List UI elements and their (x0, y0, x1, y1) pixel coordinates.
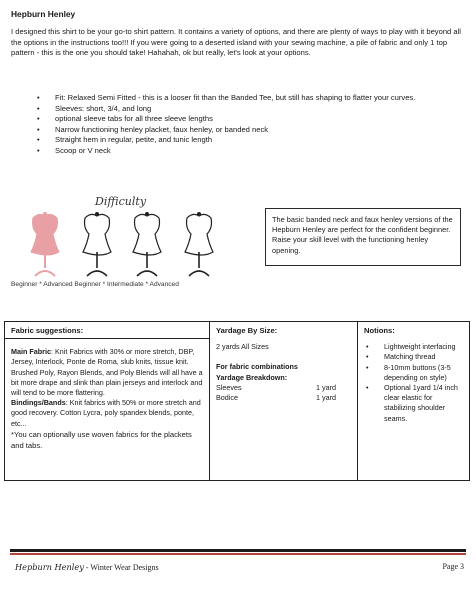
bullet-icon: • (366, 383, 369, 393)
bullet-icon: • (366, 352, 369, 362)
footer-accent-divider (10, 553, 466, 555)
list-item: • optional sleeve tabs for all three sleeve lengths (37, 114, 213, 124)
bullet-icon: • (37, 114, 40, 124)
dress-form-icon (83, 212, 111, 276)
combo-heading: For fabric combinations (216, 362, 298, 372)
skill-callout-box: The basic banded neck and faux henley versions of the Hepburn Henley are perfect for the confident beginner. Raise your skill level with the functioning henley opening. (265, 208, 461, 266)
yardage-row: Sleeves 1 yard (216, 382, 336, 392)
list-item: • Straight hem in regular, petite, and tunic length (37, 135, 213, 145)
main-fabric-text: Main Fabric: Knit Fabrics with 30% or more stretch, DBP, Jersey, Interlock, Ponte de Roma, slub knits, tissue knit. Brushed Poly, Rayon Blends, and Poly Blends will all have a bit more drape and slink than plain jerseys and interlock and will tend to be more flattering. (11, 347, 203, 398)
notions-list (364, 342, 463, 424)
bullet-icon: • (37, 103, 40, 113)
list-item: • Matching thread (366, 352, 436, 362)
fabric-column (5, 322, 210, 480)
bindings-text: Bindings/Bands: Knit fabrics with 50% or more stretch and good recovery. Cotton Lycra, poly spandex blends, ponte, etc... (11, 398, 201, 428)
fabric-heading: Fabric suggestions: (11, 326, 84, 335)
difficulty-title: Difficulty (95, 195, 147, 208)
list-item: • Fit: Relaxed Semi Fitted - this is a looser fit than the Banded Tee, but still has shaping to flatter your curves. (37, 93, 416, 102)
list-item: • 8-10mm buttons (3-5 depending on style) (366, 362, 451, 382)
list-item: • Optional 1yard 1/4 inch clear elastic for stabilizing shoulder seams. (366, 383, 458, 423)
woven-note: *You can optionally use woven fabrics for the plackets and tabs. (11, 429, 192, 450)
footer-title: Hepburn Henley - Winter Wear Designs (15, 562, 159, 572)
difficulty-graphic (11, 192, 239, 288)
yardage-column (210, 322, 358, 480)
page-number: Page 3 (442, 562, 464, 571)
yardage-row: Bodice 1 yard (216, 393, 336, 403)
breakdown-heading: Yardage Breakdown: (216, 372, 288, 382)
list-item: • Sleeves: short, 3/4, and long (37, 103, 152, 113)
dress-form-icon (185, 212, 213, 276)
list-item: • Scoop or V neck (37, 145, 111, 155)
intro-paragraph: I designed this shirt to be your go-to shirt pattern. It contains a variety of options, and there are plenty of ways to play with it beyond all the options in the instructions too!!! If you were going to a deserted island with your sewing machine, a pile of fabric and only 1 top pattern - this is the one you should take! Hahahah, ok but really, let's look at your options. (11, 27, 461, 58)
dress-form-icon (133, 212, 161, 276)
list-item: • Narrow functioning henley placket, faux henley, or banded neck (37, 124, 269, 134)
divider (5, 338, 209, 339)
options-list (37, 93, 457, 157)
bullet-icon: • (37, 93, 40, 102)
page-title: Hepburn Henley (11, 9, 76, 19)
footer-divider (10, 549, 466, 552)
notions-column (358, 322, 469, 480)
yardage-heading: Yardage By Size: (216, 326, 278, 335)
notions-heading: Notions: (364, 326, 395, 335)
bullet-icon: • (366, 362, 369, 372)
bullet-icon: • (37, 124, 40, 134)
materials-table (4, 321, 470, 481)
list-item: • Lightweight interfacing (366, 342, 456, 352)
bullet-icon: • (37, 135, 40, 145)
bullet-icon: • (37, 145, 40, 155)
dress-form-icon (31, 212, 59, 276)
difficulty-levels: Beginner * Advanced Beginner * Intermediate * Advanced (11, 281, 179, 288)
bullet-icon: • (366, 342, 369, 352)
yardage-all-sizes: 2 yards All Sizes (216, 342, 269, 352)
